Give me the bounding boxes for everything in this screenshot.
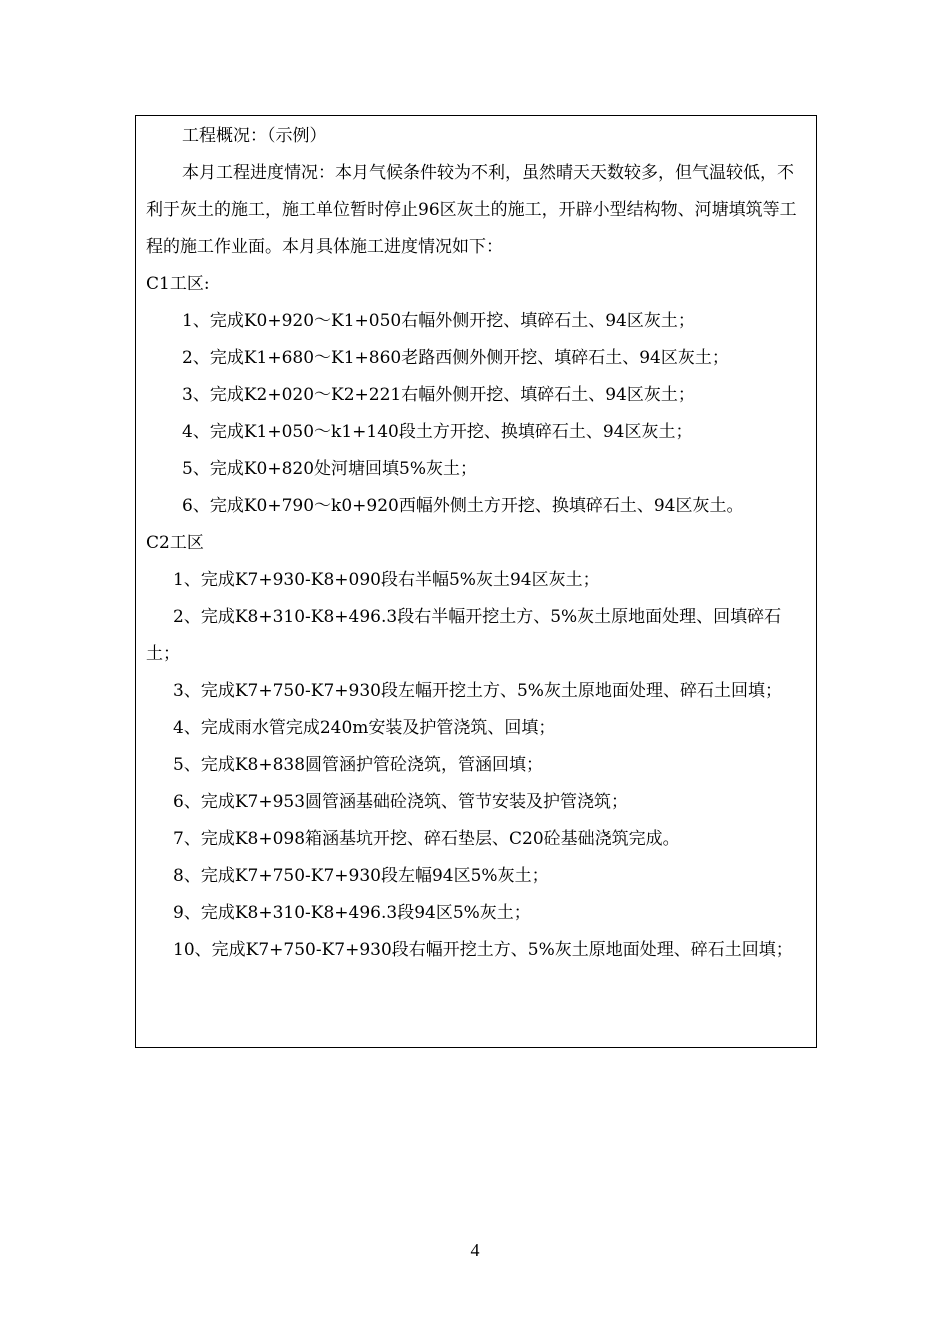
c2-item: 7、完成K8+098箱涵基坑开挖、碎石垫层、C20砼基础浇筑完成。 (173, 829, 680, 849)
c2-item: 8、完成K7+750-K7+930段左幅94区5%灰土； (173, 866, 549, 886)
c1-title: C1工区: (146, 274, 210, 294)
c2-item: 1、完成K7+930-K8+090段右半幅5%灰土94区灰土； (173, 570, 600, 590)
c1-item: 2、完成K1+680～K1+860老路西侧外侧开挖、填碎石土、94区灰土； (182, 348, 729, 368)
c1-item: 4、完成K1+050～k1+140段土方开挖、换填碎石土、94区灰土； (182, 422, 693, 442)
c1-item: 1、完成K0+920～K1+050右幅外侧开挖、填碎石土、94区灰土； (182, 311, 695, 331)
intro-paragraph: 本月工程进度情况：本月气候条件较为不利，虽然晴天天数较多，但气温较低，不利于灰土的施工，施工单位暂时停止96区灰土的施工，开辟小型结构物、河塘填筑等工程的施工作业面。本月具体施工进度情况如下： (146, 163, 797, 257)
c1-item: 5、完成K0+820处河塘回填5%灰土； (182, 459, 477, 479)
c1-item: 6、完成K0+790～k0+920西幅外侧土方开挖、换填碎石土、94区灰土。 (182, 496, 744, 516)
c2-item: 6、完成K7+953圆管涵基础砼浇筑、管节安装及护管浇筑； (173, 792, 629, 812)
page-number: 4 (470, 1240, 480, 1260)
c2-item: 3、完成K7+750-K7+930段左幅开挖土方、5%灰土原地面处理、碎石土回填； (173, 681, 782, 701)
section-heading: 工程概况：（示例） (182, 126, 327, 146)
c2-item: 4、完成雨水管完成240m安装及护管浇筑、回填； (173, 718, 556, 738)
c1-item: 3、完成K2+020～K2+221右幅外侧开挖、填碎石土、94区灰土； (182, 385, 695, 405)
c2-title: C2工区 (146, 533, 204, 553)
c2-item: 9、完成K8+310-K8+496.3段94区5%灰土； (173, 903, 531, 923)
c2-item: 2、完成K8+310-K8+496.3段右半幅开挖土方、5%灰土原地面处理、回填碎石土； (146, 607, 782, 664)
c2-item: 5、完成K8+838圆管涵护管砼浇筑，管涵回填； (173, 755, 544, 775)
c2-item: 10、完成K7+750-K7+930段右幅开挖土方、5%灰土原地面处理、碎石土回填； (173, 940, 793, 960)
content-frame (135, 115, 817, 1048)
